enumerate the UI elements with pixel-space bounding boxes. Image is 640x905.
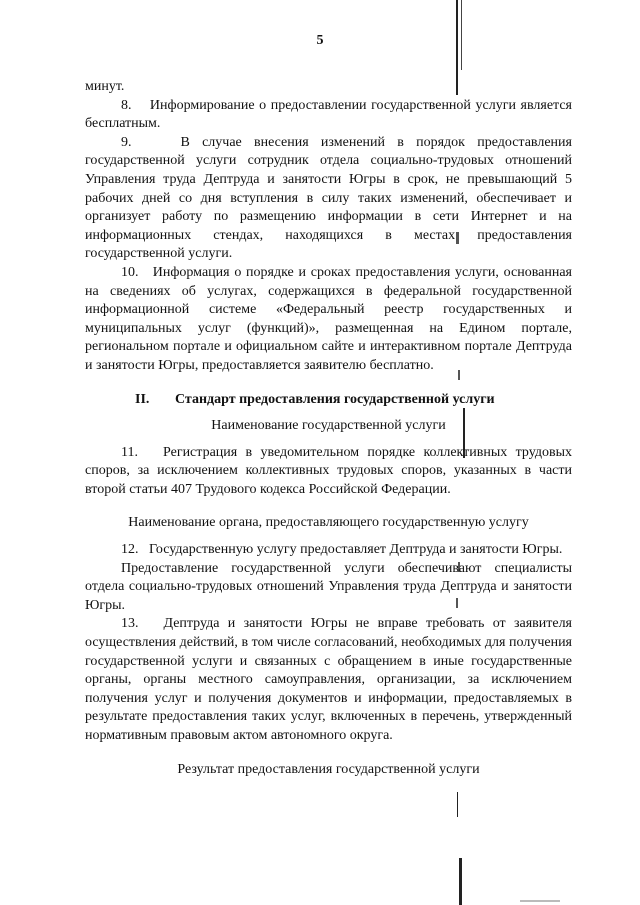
section-title: Стандарт предоставления государственной услуги	[175, 391, 495, 407]
page-number: 5	[316, 33, 324, 48]
section-number: II.	[135, 391, 150, 407]
heading-service-name: Наименование государственной услуги	[211, 418, 446, 434]
scan-artifact-line	[459, 858, 462, 905]
paragraph-11: 11. Регистрация в уведомительном порядке коллективных трудовых споров, за исключением коллективных трудовых споров, указанных в части второй статьи 407 Трудового кодекса Российской Федерации.	[85, 444, 572, 497]
paragraph-9: 9. В случае внесения изменений в порядок предоставления государственной услуги сотрудник отдела социально-трудовых отношений Управления труда Дептруда и занятости Югры в срок, не превышающий 5 рабочих дней со дня вступления в силу таких изменений, обеспечивает и организует работу по размещению информации в сети Интернет и на информационных стендах, находящихся в местах предоставления государственной услуги.	[85, 134, 572, 262]
scan-artifact-mark	[520, 900, 560, 902]
heading-result: Результат предоставления государственной услуги	[177, 761, 480, 777]
paragraph-8: 8. Информирование о предоставлении государственной услуги является бесплатным.	[85, 97, 572, 132]
paragraph-10: 10. Информация о порядке и сроках предоставления услуги, основанная на сведениях об услугах, содержащихся в федеральной государственной информационной системе «Федеральный реестр государственных и муниципальных услуг (функций)», размещенная на Едином портале, региональном портале и официальном сайте и интерактивном портале Дептруда и занятости Югры, предоставляется заявителю бесплатно.	[85, 264, 572, 373]
scan-artifact-line	[461, 0, 462, 70]
paragraph-12: 12. Государственную услугу предоставляет Дептруда и занятости Югры.	[121, 542, 563, 558]
paragraph-13: 13. Дептруда и занятости Югры не вправе требовать от заявителя осуществления действий, в том числе согласований, необходимых для получения государственной услуги и связанных с обращением в иные государственные органы, органы местного самоуправления, организации, за исключением получения услуг и получения документов и информации, предоставляемых в результате предоставления таких услуг, включенных в перечень, утвержденный нормативным правовым актом автономного округа.	[85, 616, 572, 743]
paragraph-continuation: минут.	[85, 79, 125, 94]
document-body	[85, 78, 572, 779]
heading-authority-name: Наименование органа, предоставляющего государственную услугу	[128, 515, 529, 531]
paragraph-12-b: Предоставление государственной услуги обеспечивают специалисты отдела социально-трудовых отношений Управления труда Дептруда и занятости Югры.	[85, 560, 572, 613]
scan-artifact-line	[457, 792, 458, 817]
section-heading	[85, 391, 572, 410]
